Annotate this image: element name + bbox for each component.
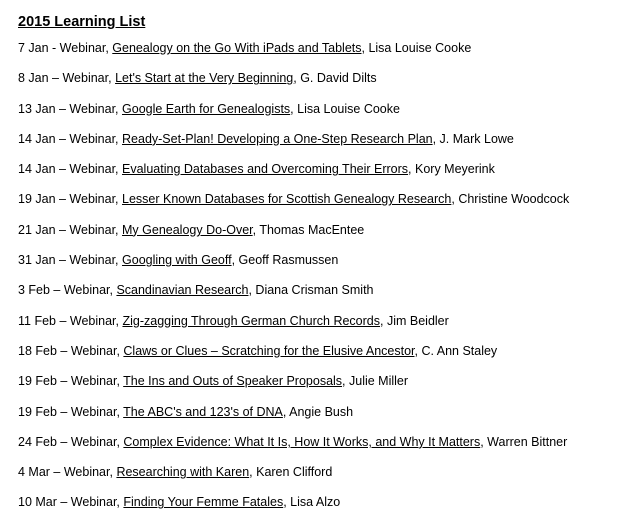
- entry-title-link[interactable]: Scandinavian Research: [116, 283, 249, 298]
- list-item: [18, 131, 634, 161]
- list-item: [18, 494, 634, 524]
- entry-title-link[interactable]: The ABC's and 123's of DNA: [123, 404, 283, 419]
- entry-title-link[interactable]: Complex Evidence: What It Is, How It Works, and Why It Matters: [123, 434, 481, 449]
- entry-date-type: 10 Mar – Webinar,: [18, 495, 124, 510]
- entry-date-type: 8 Jan – Webinar,: [18, 71, 116, 86]
- list-item: [18, 313, 634, 343]
- list-item: [18, 343, 634, 373]
- entry-date-type: 11 Feb – Webinar,: [18, 313, 123, 328]
- entry-date-type: 14 Jan – Webinar,: [18, 131, 123, 146]
- entry-date-type: 31 Jan – Webinar,: [18, 253, 123, 268]
- entry-title-link[interactable]: The Ins and Outs of Speaker Proposals: [123, 374, 343, 389]
- entry-date-type: 21 Jan – Webinar,: [18, 222, 123, 237]
- list-item: [18, 282, 634, 312]
- document-page: [18, 12, 634, 525]
- entry-date-type: 19 Feb – Webinar,: [18, 374, 124, 389]
- entry-title-link[interactable]: Let's Start at the Very Beginning: [115, 71, 294, 86]
- entry-title-link[interactable]: Zig-zagging Through German Church Records: [122, 313, 381, 328]
- list-item: [18, 191, 634, 221]
- list-item: [18, 40, 634, 70]
- entry-presenter: , C. Ann Staley: [414, 343, 498, 358]
- entry-presenter: , Angie Bush: [282, 404, 354, 419]
- entry-date-type: 13 Jan – Webinar,: [18, 101, 123, 116]
- entry-presenter: , Warren Bittner: [480, 434, 568, 449]
- list-item: [18, 373, 634, 403]
- entry-title-link[interactable]: Evaluating Databases and Overcoming Their Errors: [122, 162, 409, 177]
- entry-title-link[interactable]: My Genealogy Do-Over: [122, 222, 253, 237]
- entry-presenter: , Geoff Rasmussen: [231, 253, 339, 268]
- entry-date-type: 7 Jan - Webinar,: [18, 41, 113, 55]
- list-item: [18, 434, 634, 464]
- entry-presenter: , Julie Miller: [342, 374, 409, 389]
- entry-date-type: 19 Feb – Webinar,: [18, 404, 124, 419]
- entry-title-link[interactable]: Googling with Geoff: [122, 253, 232, 268]
- entry-presenter: , G. David Dilts: [293, 71, 377, 86]
- learning-list: [18, 40, 634, 525]
- list-item: [18, 252, 634, 282]
- document-title: 2015 Learning List: [18, 14, 146, 30]
- entry-date-type: 24 Feb – Webinar,: [18, 434, 124, 449]
- entry-date-type: 3 Feb – Webinar,: [18, 283, 117, 298]
- entry-title-link[interactable]: Researching with Karen: [116, 465, 250, 480]
- entry-presenter: , Christine Woodcock: [451, 192, 570, 207]
- entry-presenter: , Thomas MacEntee: [252, 222, 365, 237]
- entry-presenter: , Kory Meyerink: [408, 162, 495, 177]
- list-item: [18, 222, 634, 252]
- entry-title-link[interactable]: Google Earth for Genealogists: [122, 101, 291, 116]
- entry-date-type: 19 Jan – Webinar,: [18, 192, 123, 207]
- list-item: [18, 161, 634, 191]
- list-item: [18, 464, 634, 494]
- entry-presenter: , Diana Crisman Smith: [248, 283, 374, 298]
- entry-presenter: , Lisa Alzo: [283, 495, 341, 510]
- entry-date-type: 18 Feb – Webinar,: [18, 343, 124, 358]
- entry-date-type: 4 Mar – Webinar,: [18, 465, 117, 480]
- entry-presenter: , Lisa Louise Cooke: [290, 101, 400, 116]
- entry-presenter: , J. Mark Lowe: [432, 131, 514, 146]
- entry-presenter: , Jim Beidler: [380, 313, 449, 328]
- entry-title-link[interactable]: Claws or Clues – Scratching for the Elusive Ancestor: [123, 343, 415, 358]
- list-item: [18, 101, 634, 131]
- entry-title-link[interactable]: Finding Your Femme Fatales: [123, 495, 284, 510]
- list-item: [18, 70, 634, 100]
- entry-presenter: , Karen Clifford: [249, 465, 333, 480]
- entry-title-link[interactable]: Genealogy on the Go With iPads and Tablets: [112, 41, 362, 55]
- entry-title-link[interactable]: Ready-Set-Plan! Developing a One-Step Research Plan: [122, 131, 433, 146]
- entry-date-type: 14 Jan – Webinar,: [18, 162, 123, 177]
- entry-presenter: , Lisa Louise Cooke: [361, 41, 472, 55]
- list-item: [18, 404, 634, 434]
- entry-title-link[interactable]: Lesser Known Databases for Scottish Genealogy Research: [122, 192, 452, 207]
